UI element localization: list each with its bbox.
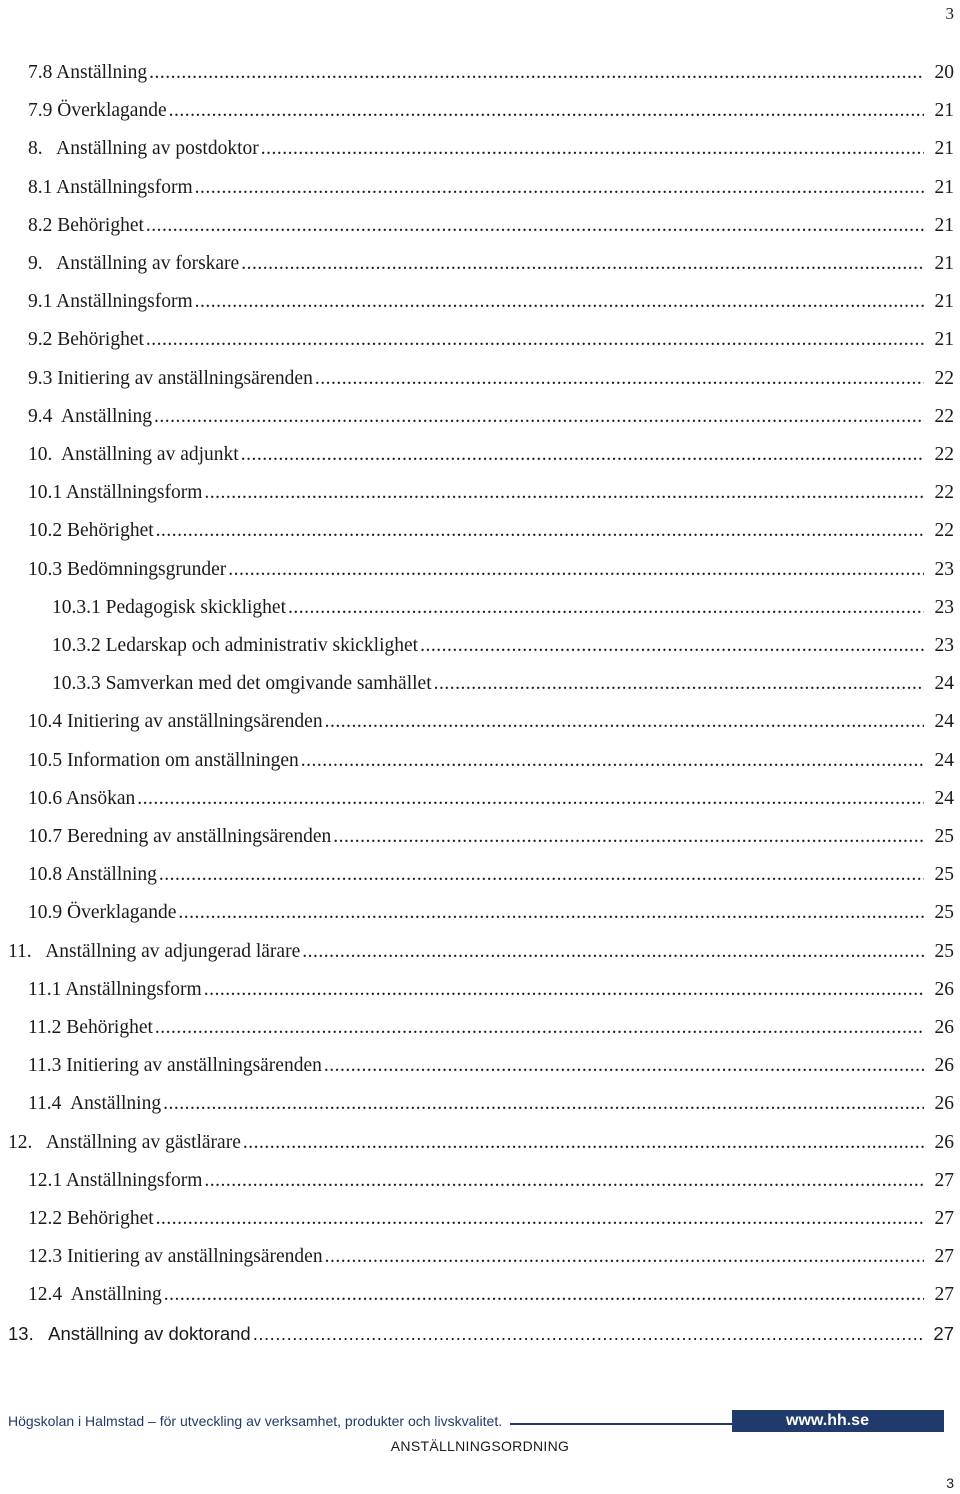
toc-entry-page: 27	[934, 1208, 954, 1229]
toc-dot-leader	[325, 709, 924, 735]
toc-entry-label: 11.1 Anställningsform	[28, 978, 202, 1000]
toc-entry-page: 21	[934, 253, 954, 274]
document-title: ANSTÄLLNINGSORDNING	[390, 1438, 570, 1454]
toc-entry-label: 9. Anställning av forskare	[28, 253, 240, 274]
toc-entry[interactable]	[0, 327, 960, 353]
toc-entry-label: 10.6 Ansökan	[28, 787, 136, 809]
toc-entry[interactable]	[0, 748, 960, 774]
toc-entry-page: 21	[934, 291, 954, 313]
toc-entry-page: 24	[934, 711, 954, 733]
toc-entry-label: 13. Anställning av doktorand	[8, 1322, 251, 1344]
toc-entry[interactable]	[0, 824, 960, 850]
footer-url[interactable]: www.hh.se	[732, 1410, 944, 1432]
toc-dot-leader	[324, 1053, 924, 1079]
toc-entry-page: 24	[934, 673, 954, 695]
toc-dot-leader	[149, 60, 924, 86]
toc-dot-leader	[420, 633, 924, 659]
toc-entry-label: 11.3 Initiering av anställningsärenden	[28, 1055, 322, 1077]
toc-dot-leader	[164, 1282, 924, 1308]
toc-entry[interactable]	[0, 1206, 960, 1232]
page-number-bottom: 3	[946, 1475, 954, 1491]
toc-entry[interactable]	[0, 60, 960, 86]
toc-entry[interactable]	[0, 633, 960, 659]
toc-entry-page: 23	[934, 558, 954, 580]
toc-entry-page: 22	[934, 444, 954, 465]
toc-entry[interactable]	[0, 900, 960, 926]
toc-entry[interactable]	[0, 786, 960, 812]
toc-dot-leader	[228, 557, 924, 583]
toc-entry-page: 24	[934, 749, 954, 771]
toc-entry-page: 21	[934, 214, 954, 236]
toc-entry-page: 20	[934, 62, 954, 83]
toc-dot-leader	[146, 327, 924, 353]
toc-dot-leader	[315, 366, 924, 392]
toc-dot-leader	[241, 442, 924, 468]
toc-entry[interactable]	[0, 671, 960, 697]
toc-entry[interactable]	[0, 366, 960, 392]
toc-entry-label: 10.3.3 Samverkan med det omgivande samhället	[52, 673, 432, 695]
toc-entry-label: 8.1 Anställningsform	[28, 176, 193, 198]
toc-entry-label: 12.1 Anställningsform	[28, 1169, 203, 1191]
toc-dot-leader	[163, 1091, 924, 1117]
toc-entry-label: 10.1 Anställningsform	[28, 482, 203, 504]
toc-entry-page: 22	[934, 520, 954, 542]
toc-entry-label: 12.2 Behörighet	[28, 1208, 154, 1229]
toc-entry-label: 12.3 Initiering av anställningsärenden	[28, 1246, 323, 1268]
toc-dot-leader	[204, 480, 924, 506]
toc-entry-page: 22	[934, 405, 954, 427]
toc-entry[interactable]	[0, 136, 960, 162]
toc-entry[interactable]	[0, 595, 960, 621]
toc-entry-label: 8. Anställning av postdoktor	[28, 138, 259, 160]
toc-entry-page: 25	[934, 902, 954, 924]
toc-dot-leader	[159, 862, 924, 888]
toc-entry[interactable]	[0, 1168, 960, 1194]
toc-entry[interactable]	[0, 518, 960, 544]
toc-dot-leader	[333, 824, 924, 850]
toc-dot-leader	[204, 977, 924, 1003]
toc-dot-leader	[155, 1015, 924, 1041]
toc-entry-page: 21	[934, 138, 954, 160]
toc-dot-leader	[302, 939, 924, 965]
toc-dot-leader	[253, 1321, 924, 1347]
toc-entry[interactable]	[0, 557, 960, 583]
toc-entry[interactable]	[0, 977, 960, 1003]
toc-entry[interactable]	[0, 1321, 960, 1347]
footer-tagline: Högskolan i Halmstad – för utveckling av verksamhet, produkter och livskvalitet.	[8, 1413, 503, 1429]
toc-entry-page: 27	[934, 1169, 954, 1191]
toc-entry-label: 9.1 Anställningsform	[28, 291, 193, 313]
toc-entry-page: 21	[934, 329, 954, 351]
toc-entry-page: 27	[934, 1246, 954, 1268]
toc-dot-leader	[243, 1130, 924, 1156]
toc-dot-leader	[288, 595, 924, 621]
toc-entry-label: 11. Anställning av adjungerad lärare	[8, 940, 301, 962]
toc-entry-label: 12.4 Anställning	[28, 1284, 162, 1306]
toc-dot-leader	[146, 213, 924, 239]
toc-entry-label: 10. Anställning av adjunkt	[28, 444, 239, 465]
toc-entry[interactable]	[0, 251, 960, 277]
toc-entry-label: 7.8 Anställning	[28, 62, 148, 83]
footer-rule	[502, 1410, 944, 1432]
toc-entry-label: 11.4 Anställning	[28, 1093, 162, 1115]
toc-entry-label: 10.3.2 Ledarskap och administrativ skicklighet	[52, 635, 419, 656]
toc-dot-leader	[261, 136, 924, 162]
toc-entry[interactable]	[0, 862, 960, 888]
toc-entry-label: 10.4 Initiering av anställningsärenden	[28, 711, 323, 733]
page-number-top: 3	[945, 4, 954, 23]
toc-dot-leader	[137, 786, 924, 812]
toc-entry-label: 10.3 Bedömningsgrunder	[28, 558, 227, 580]
toc-entry[interactable]	[0, 1282, 960, 1308]
toc-entry[interactable]	[0, 442, 960, 468]
toc-dot-leader	[156, 1206, 924, 1232]
toc-dot-leader	[434, 671, 924, 697]
toc-entry[interactable]	[0, 480, 960, 506]
footer-band	[8, 1410, 944, 1432]
toc-entry-label: 10.3.1 Pedagogisk skicklighet	[52, 596, 286, 618]
toc-entry-page: 26	[934, 978, 954, 1000]
toc-entry-label: 9.4 Anställning	[28, 405, 153, 427]
toc-entry[interactable]	[0, 289, 960, 315]
toc-entry-page: 23	[934, 635, 954, 656]
toc-entry-page: 26	[934, 1131, 954, 1153]
toc-entry-label: 10.7 Beredning av anställningsärenden	[28, 826, 332, 847]
toc-dot-leader	[169, 98, 924, 124]
toc-dot-leader	[241, 251, 924, 277]
toc-entry-page: 21	[934, 176, 954, 198]
toc-entry-page: 25	[934, 864, 954, 886]
toc-entry[interactable]	[0, 404, 960, 430]
toc-entry-page: 24	[934, 787, 954, 809]
toc-dot-leader	[195, 175, 924, 201]
toc-entry-label: 10.2 Behörighet	[28, 520, 154, 542]
toc-entry[interactable]	[0, 709, 960, 735]
toc-entry-page: 22	[934, 482, 954, 504]
toc-dot-leader	[301, 748, 924, 774]
toc-dot-leader	[325, 1244, 924, 1270]
toc-entry-label: 11.2 Behörighet	[28, 1017, 153, 1038]
toc-entry-page: 26	[934, 1017, 954, 1038]
toc-entry-label: 10.9 Överklagande	[28, 902, 177, 924]
toc-entry-page: 26	[934, 1093, 954, 1115]
toc-entry-page: 22	[934, 367, 954, 389]
toc-entry-page: 26	[934, 1055, 954, 1077]
toc-entry-page: 25	[934, 826, 954, 847]
toc-dot-leader	[195, 289, 924, 315]
toc-entry[interactable]	[0, 213, 960, 239]
toc-entry-page: 27	[933, 1322, 954, 1344]
toc-entry[interactable]	[0, 939, 960, 965]
toc-entry-page: 23	[934, 596, 954, 618]
toc-entry[interactable]	[0, 1053, 960, 1079]
toc-entry[interactable]	[0, 1130, 960, 1156]
toc-entry-label: 9.2 Behörighet	[28, 329, 144, 351]
toc-dot-leader	[178, 900, 924, 926]
toc-entry[interactable]	[0, 1015, 960, 1041]
toc-entry-label: 9.3 Initiering av anställningsärenden	[28, 367, 313, 389]
toc-entry-page: 21	[934, 100, 954, 122]
toc-entry-page: 25	[934, 940, 954, 962]
toc-entry-label: 10.5 Information om anställningen	[28, 749, 299, 771]
toc-entry-label: 10.8 Anställning	[28, 864, 157, 886]
toc-entry-label: 12. Anställning av gästlärare	[8, 1131, 241, 1153]
toc-entry[interactable]	[0, 175, 960, 201]
toc-dot-leader	[204, 1168, 924, 1194]
toc-entry[interactable]	[0, 1091, 960, 1117]
toc-entry[interactable]	[0, 1244, 960, 1270]
toc-entry-page: 27	[934, 1284, 954, 1306]
toc-entry[interactable]	[0, 98, 960, 124]
toc-dot-leader	[156, 518, 924, 544]
toc-dot-leader	[154, 404, 924, 430]
toc-entry-label: 7.9 Överklagande	[28, 100, 167, 122]
toc-entry-label: 8.2 Behörighet	[28, 214, 144, 236]
